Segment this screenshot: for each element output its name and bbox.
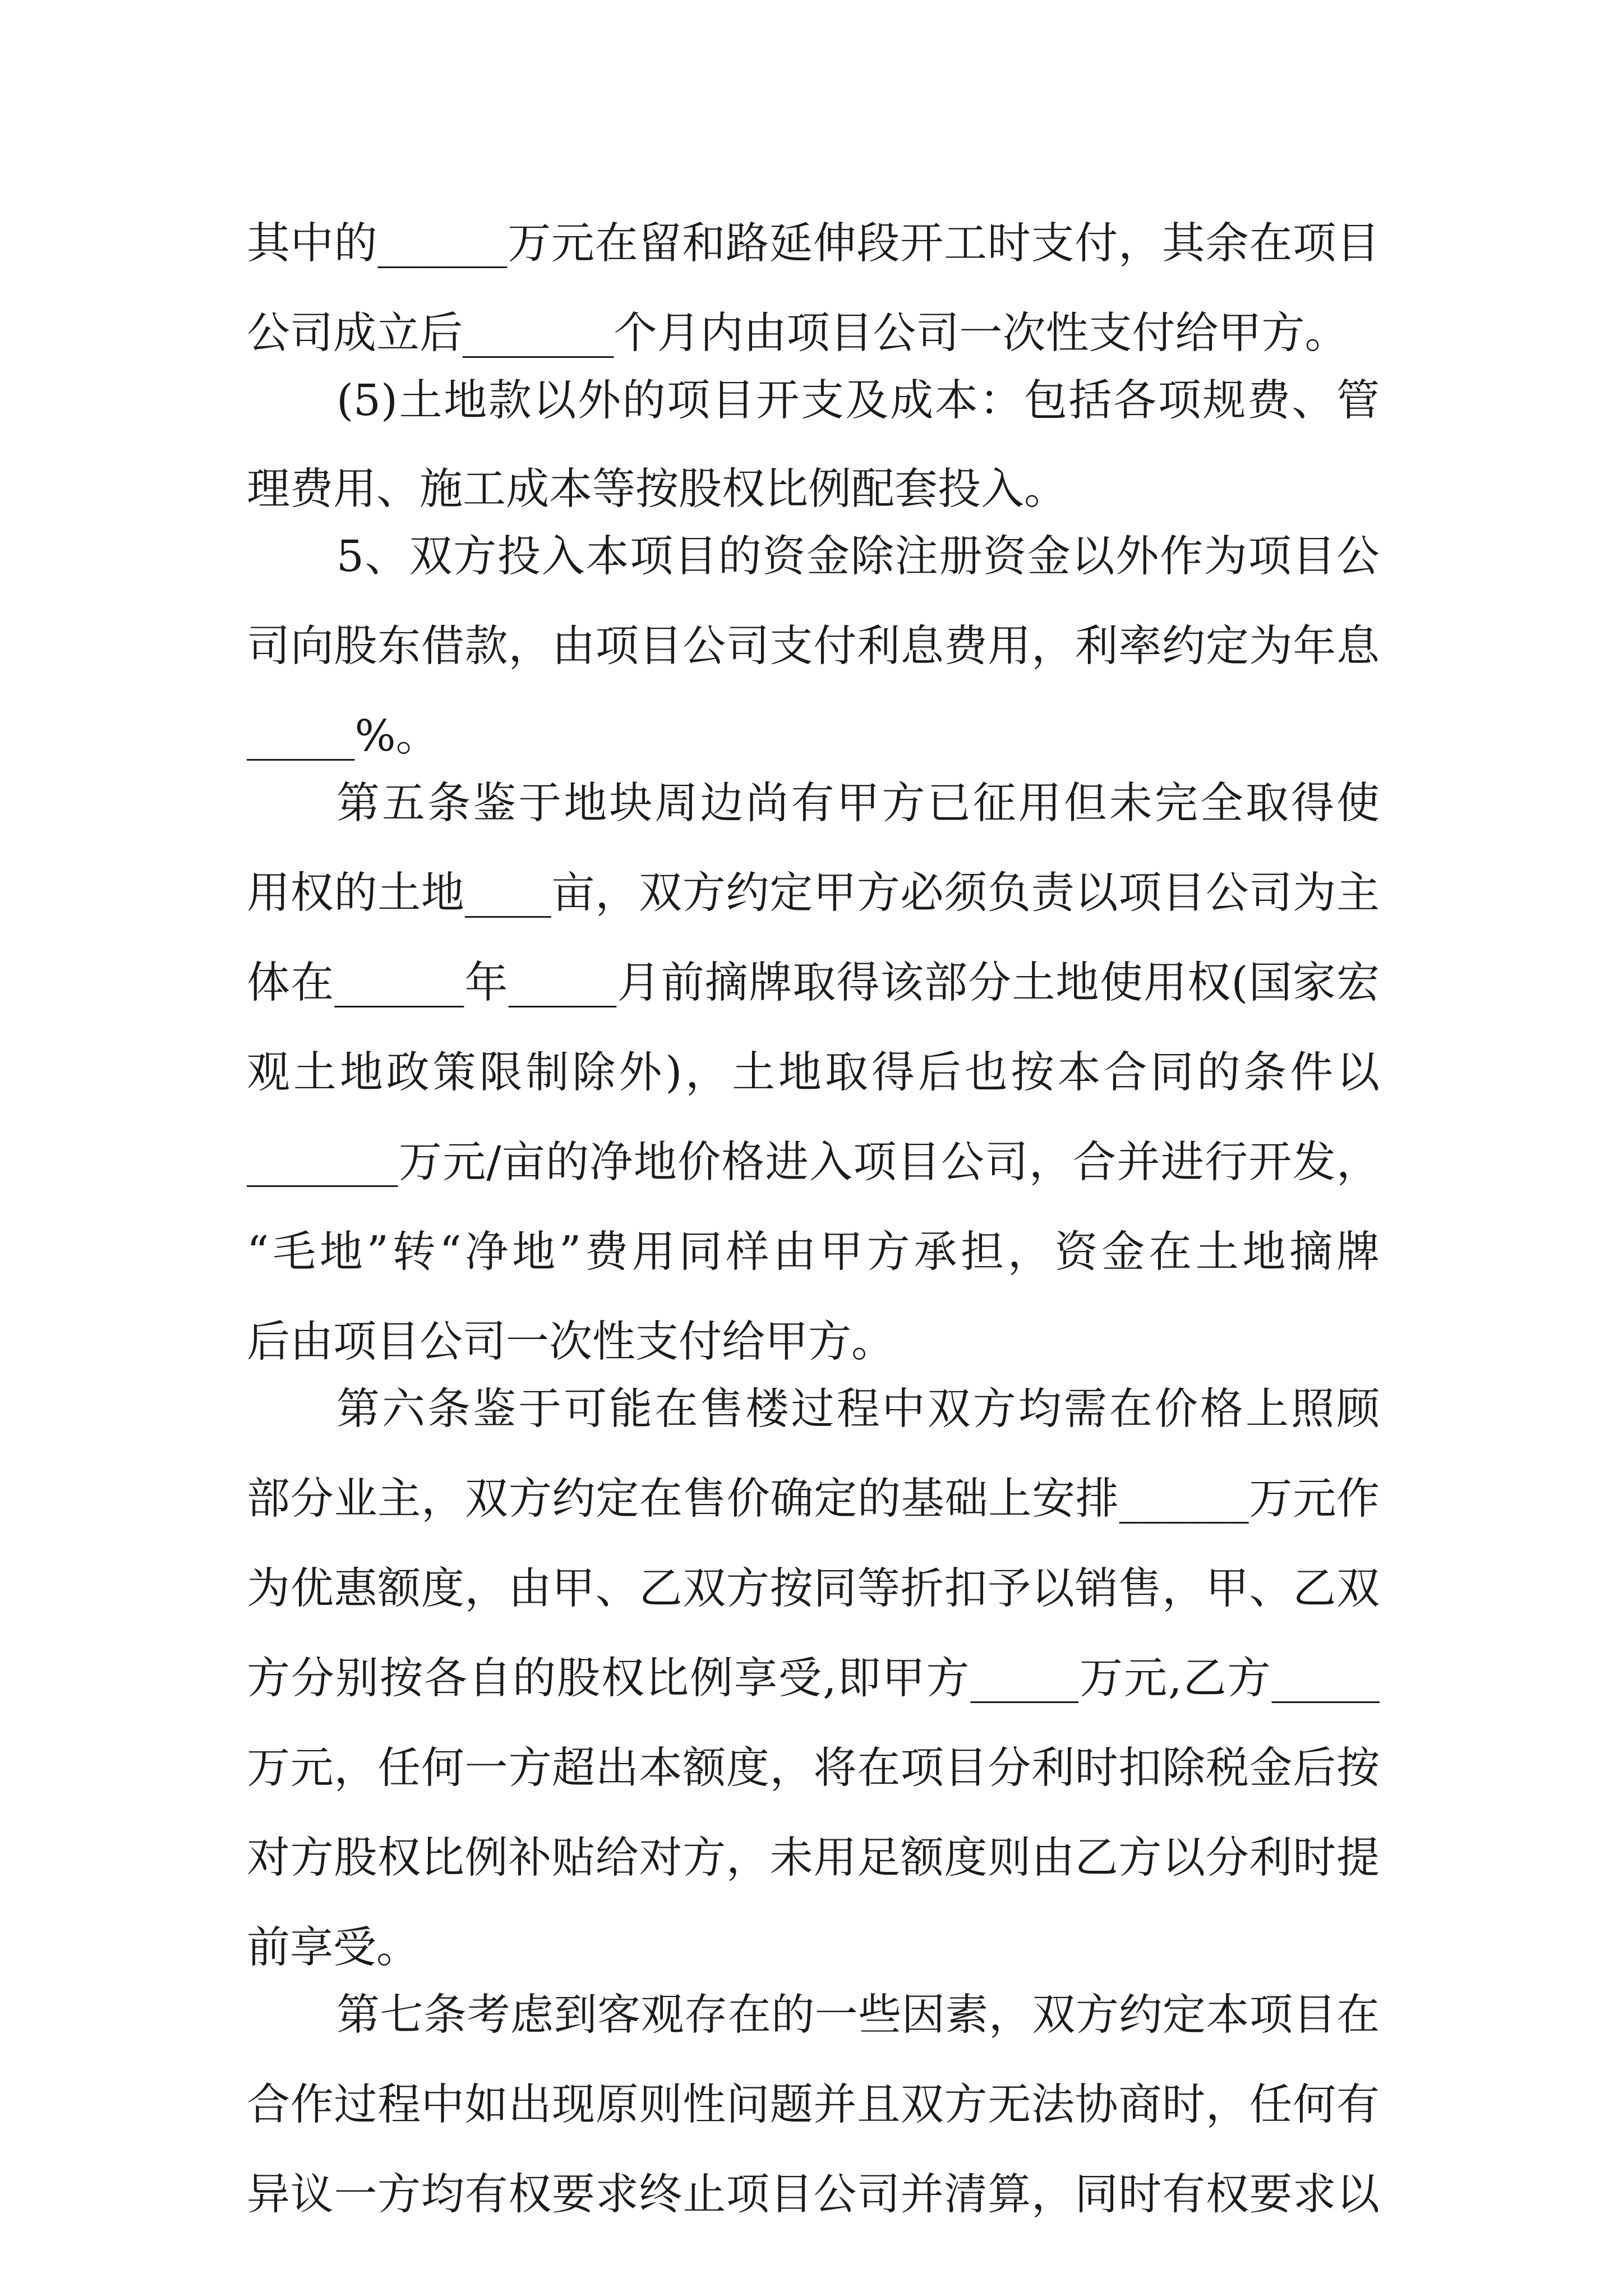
- text-line: 公司成立后_______个月内由项目公司一次性支付给甲方。: [247, 309, 1348, 358]
- text-line: 万元，任何一方超出本额度，将在项目分利时扣除税金后按: [247, 1743, 1380, 1793]
- text-line: 对方股权比例补贴给对方，未用足额度则由乙方以分利时提: [247, 1833, 1380, 1883]
- text-line: 前享受。: [247, 1923, 419, 1973]
- text-line: 为优惠额度，由甲、乙双方按同等折扣予以销售，甲、乙双: [247, 1564, 1380, 1614]
- text-line: 体在______年_____月前摘牌取得该部分土地使用权(国家宏: [247, 958, 1380, 1008]
- text-line: 异议一方均有权要求终止项目公司并清算，同时有权要求以: [247, 2170, 1380, 2220]
- text-line: 后由项目公司一次性支付给甲方。: [247, 1317, 895, 1367]
- text-line: 部分业主，双方约定在售价确定的基础上安排______万元作: [247, 1474, 1380, 1524]
- text-line: _____%。: [247, 711, 439, 761]
- text-line: 合作过程中如出现原则性问题并且双方无法协商时，任何有: [247, 2080, 1380, 2130]
- text-line: _______万元/亩的净地价格进入项目公司，合并进行开发，: [247, 1138, 1380, 1188]
- text-line: “毛地”转“净地”费用同样由甲方承担，资金在土地摘牌: [247, 1227, 1380, 1277]
- text-line: 其中的______万元在留和路延伸段开工时支付，其余在项目: [247, 219, 1380, 269]
- text-line: 用权的土地____亩，双方约定甲方必须负责以项目公司为主: [247, 868, 1380, 918]
- text-line: 观土地政策限制除外)，土地取得后也按本合同的条件以: [247, 1048, 1380, 1098]
- text-line: 第六条鉴于可能在售楼过程中双方均需在价格上照顾: [336, 1384, 1380, 1434]
- text-line: (5)土地款以外的项目开支及成本：包括各项规费、管: [336, 376, 1380, 426]
- text-line: 理费用、施工成本等按股权比例配套投入。: [247, 464, 1067, 514]
- text-line: 司向股东借款，由项目公司支付利息费用，利率约定为年息: [247, 622, 1380, 671]
- text-line: 第五条鉴于地块周边尚有甲方已征用但未完全取得使: [336, 779, 1380, 829]
- text-line: 方分别按各自的股权比例享受,即甲方_____万元,乙方_____: [247, 1654, 1380, 1704]
- text-line: 第七条考虑到客观存在的一些因素，双方约定本项目在: [336, 1990, 1380, 2040]
- text-line: 5、双方投入本项目的资金除注册资金以外作为项目公: [336, 532, 1380, 582]
